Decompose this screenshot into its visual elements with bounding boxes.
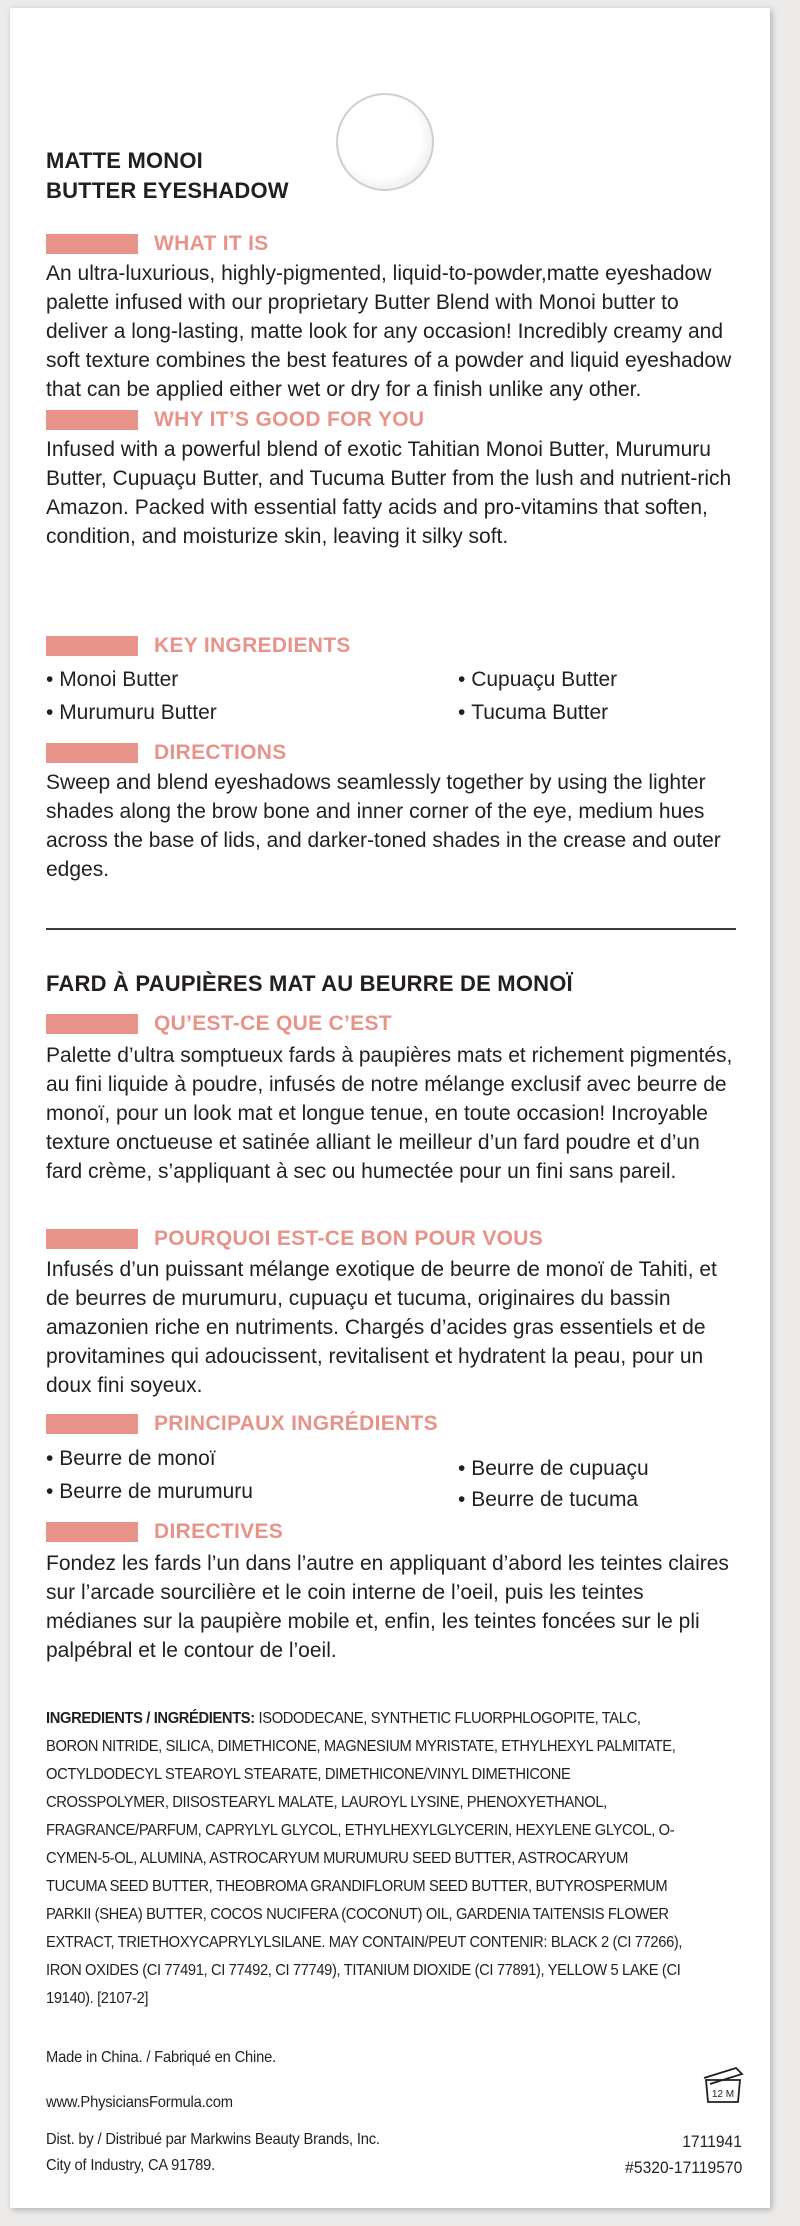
distributor-line2: City of Industry, CA 91789.: [46, 2157, 216, 2174]
hang-hole: [336, 93, 434, 191]
directions-heading: [46, 741, 736, 765]
pourquoi-label: POURQUOI EST-CE BON POUR VOUS: [154, 1227, 544, 1250]
key-ingredient-item: • Murumuru Butter: [46, 698, 217, 727]
directives-heading: [46, 1520, 736, 1544]
product-card: [10, 8, 770, 2208]
directions-text: Sweep and blend eyeshadows seamlessly together by using the lighter shades along the brow bone and inner corner of the eye, medium hues across the base of lids, and darker-toned shades in the crease and outer edges.: [46, 771, 721, 881]
french-title: FARD À PAUPIÈRES MAT AU BEURRE DE MONOÏ: [46, 971, 573, 996]
website: www.PhysiciansFormula.com: [46, 2094, 233, 2111]
open-jar-icon: [698, 2066, 748, 2106]
what-it-is-heading: [46, 232, 736, 256]
directives-text: Fondez les fards l’un dans l’autre en appliquant d’abord les teintes claires sur l’arcade sourcilière et le coin interne de l’oeil, puis les teintes médianes sur la paupière mobile et, enfin, les teintes foncées sur le pli palpébral et le contour de l’oeil.: [46, 1552, 729, 1662]
heading-swatch: [46, 1229, 138, 1249]
qu-est-ce-heading: [46, 1012, 736, 1036]
directives-label: DIRECTIVES: [154, 1520, 284, 1543]
what-it-is-text: An ultra-luxurious, highly-pigmented, liquid-to-powder,matte eyeshadow palette infused with our proprietary Butter Blend with Monoi butter to deliver a long-lasting, matte look for any occasion! Incredibly creamy and soft texture combines the best features of a powder and liquid eyeshadow that can be applied either wet or dry for a finish unlike any other.: [46, 262, 732, 401]
principaux-label: PRINCIPAUX INGRÉDIENTS: [154, 1412, 438, 1435]
pourquoi-heading: [46, 1227, 736, 1251]
key-ingredient-item: • Cupuaçu Butter: [458, 665, 617, 694]
heading-swatch: [46, 234, 138, 254]
product-sku: #5320-17119570: [624, 2158, 742, 2177]
english-title-line1: MATTE MONOI: [46, 148, 203, 173]
heading-swatch: [46, 1014, 138, 1034]
heading-swatch: [46, 1414, 138, 1434]
ingredients-text: ISODODECANE, SYNTHETIC FLUORPHLOGOPITE, TALC, BORON NITRIDE, SILICA, DIMETHICONE, MAGNESIUM MYRISTATE, ETHYLHEXYL PALMITATE, OCTYLDODECYL STEAROYL STEARATE, DIMETHICONE/VINYL DIMETHICONE CROSSPOLYMER, DIISOSTEARYL MALATE, LAUROYL LYSINE, PHENOXYETHANOL, FRAGRANCE/PARFUM, CAPRYLYL GLYCOL, ETHYLHEXYLGLYCERIN, HEXYLENE GLYCOL, O-CYMEN-5-OL, ALUMINA, ASTROCARYUM MURUMURU SEED BUTTER, ASTROCARYUM TUCUMA SEED BUTTER, THEOBROMA GRANDIFLORUM SEED BUTTER, BUTYROSPERMUM PARKII (SHEA) BUTTER, COCOS NUCIFERA (COCONUT) OIL, GARDENIA TAITENSIS FLOWER EXTRACT, TRIETHOXYCAPRYLYLSILANE. MAY CONTAIN/PEUT CONTENIR: BLACK 2 (CI 77266), IRON OXIDES (CI 77491, CI 77492, CI 77749), TITANIUM DIOXIDE (CI 77891), YELLOW 5 LAKE (CI 19140). [2107-2]: [46, 1710, 683, 2007]
why-label: WHY IT’S GOOD FOR YOU: [154, 408, 425, 431]
key-ingredients-label: KEY INGREDIENTS: [154, 634, 351, 657]
principaux-item: • Beurre de tucuma: [458, 1485, 638, 1514]
section-divider: [46, 928, 736, 930]
key-ingredients-heading: [46, 634, 736, 658]
product-code: 1711941: [682, 2132, 742, 2151]
key-ingredient-item: • Tucuma Butter: [458, 698, 608, 727]
distributor-line1: Dist. by / Distribué par Markwins Beauty Brands, Inc.: [46, 2131, 380, 2148]
english-title: [46, 146, 289, 206]
principaux-item: • Beurre de cupuaçu: [458, 1454, 649, 1483]
key-ingredient-item: • Monoi Butter: [46, 665, 178, 694]
heading-swatch: [46, 410, 138, 430]
qu-est-ce-text: Palette d’ultra somptueux fards à paupières mats et richement pigmentés, au fini liquide à poudre, infusés de notre mélange exclusif avec beurre de monoï, pour un look mat et longue tenue, en toute occasion! Incroyable texture onctueuse et satinée alliant le meilleur d’un fard poudre et d’un fard crème, s’appliquant à sec ou humectée pour un fini sans pareil.: [46, 1044, 733, 1183]
principaux-item: • Beurre de murumuru: [46, 1477, 253, 1506]
principaux-heading: [46, 1412, 736, 1436]
ingredients-list: [46, 1705, 690, 2013]
principaux-item: • Beurre de monoï: [46, 1444, 216, 1473]
pourquoi-text: Infusés d’un puissant mélange exotique de beurre de monoï de Tahiti, et de beurres de murumuru, cupuaçu et tucuma, originaires du bassin amazonien riche en nutriments. Chargés d’acides gras essentiels et de provitamines qui adoucissent, revitalisent et hydratent la peau, pour un doux fini soyeux.: [46, 1258, 717, 1397]
made-in: Made in China. / Fabriqué en Chine.: [46, 2049, 277, 2066]
heading-swatch: [46, 743, 138, 763]
pao-label: 12 M: [711, 2089, 735, 2100]
directions-label: DIRECTIONS: [154, 741, 287, 764]
why-heading: [46, 408, 736, 432]
qu-est-ce-label: QU’EST-CE QUE C’EST: [154, 1012, 392, 1035]
english-title-line2: BUTTER EYESHADOW: [46, 178, 289, 203]
ingredients-label: INGREDIENTS / INGRÉDIENTS:: [46, 1710, 255, 1727]
heading-swatch: [46, 1522, 138, 1542]
why-text: Infused with a powerful blend of exotic Tahitian Monoi Butter, Murumuru Butter, Cupuaçu Butter, and Tucuma Butter from the lush and nutrient-rich Amazon. Packed with essential fatty acids and pro-vitamins that soften, condition, and moisturize skin, leaving it silky soft.: [46, 438, 732, 548]
heading-swatch: [46, 636, 138, 656]
what-it-is-label: WHAT IT IS: [154, 232, 269, 255]
